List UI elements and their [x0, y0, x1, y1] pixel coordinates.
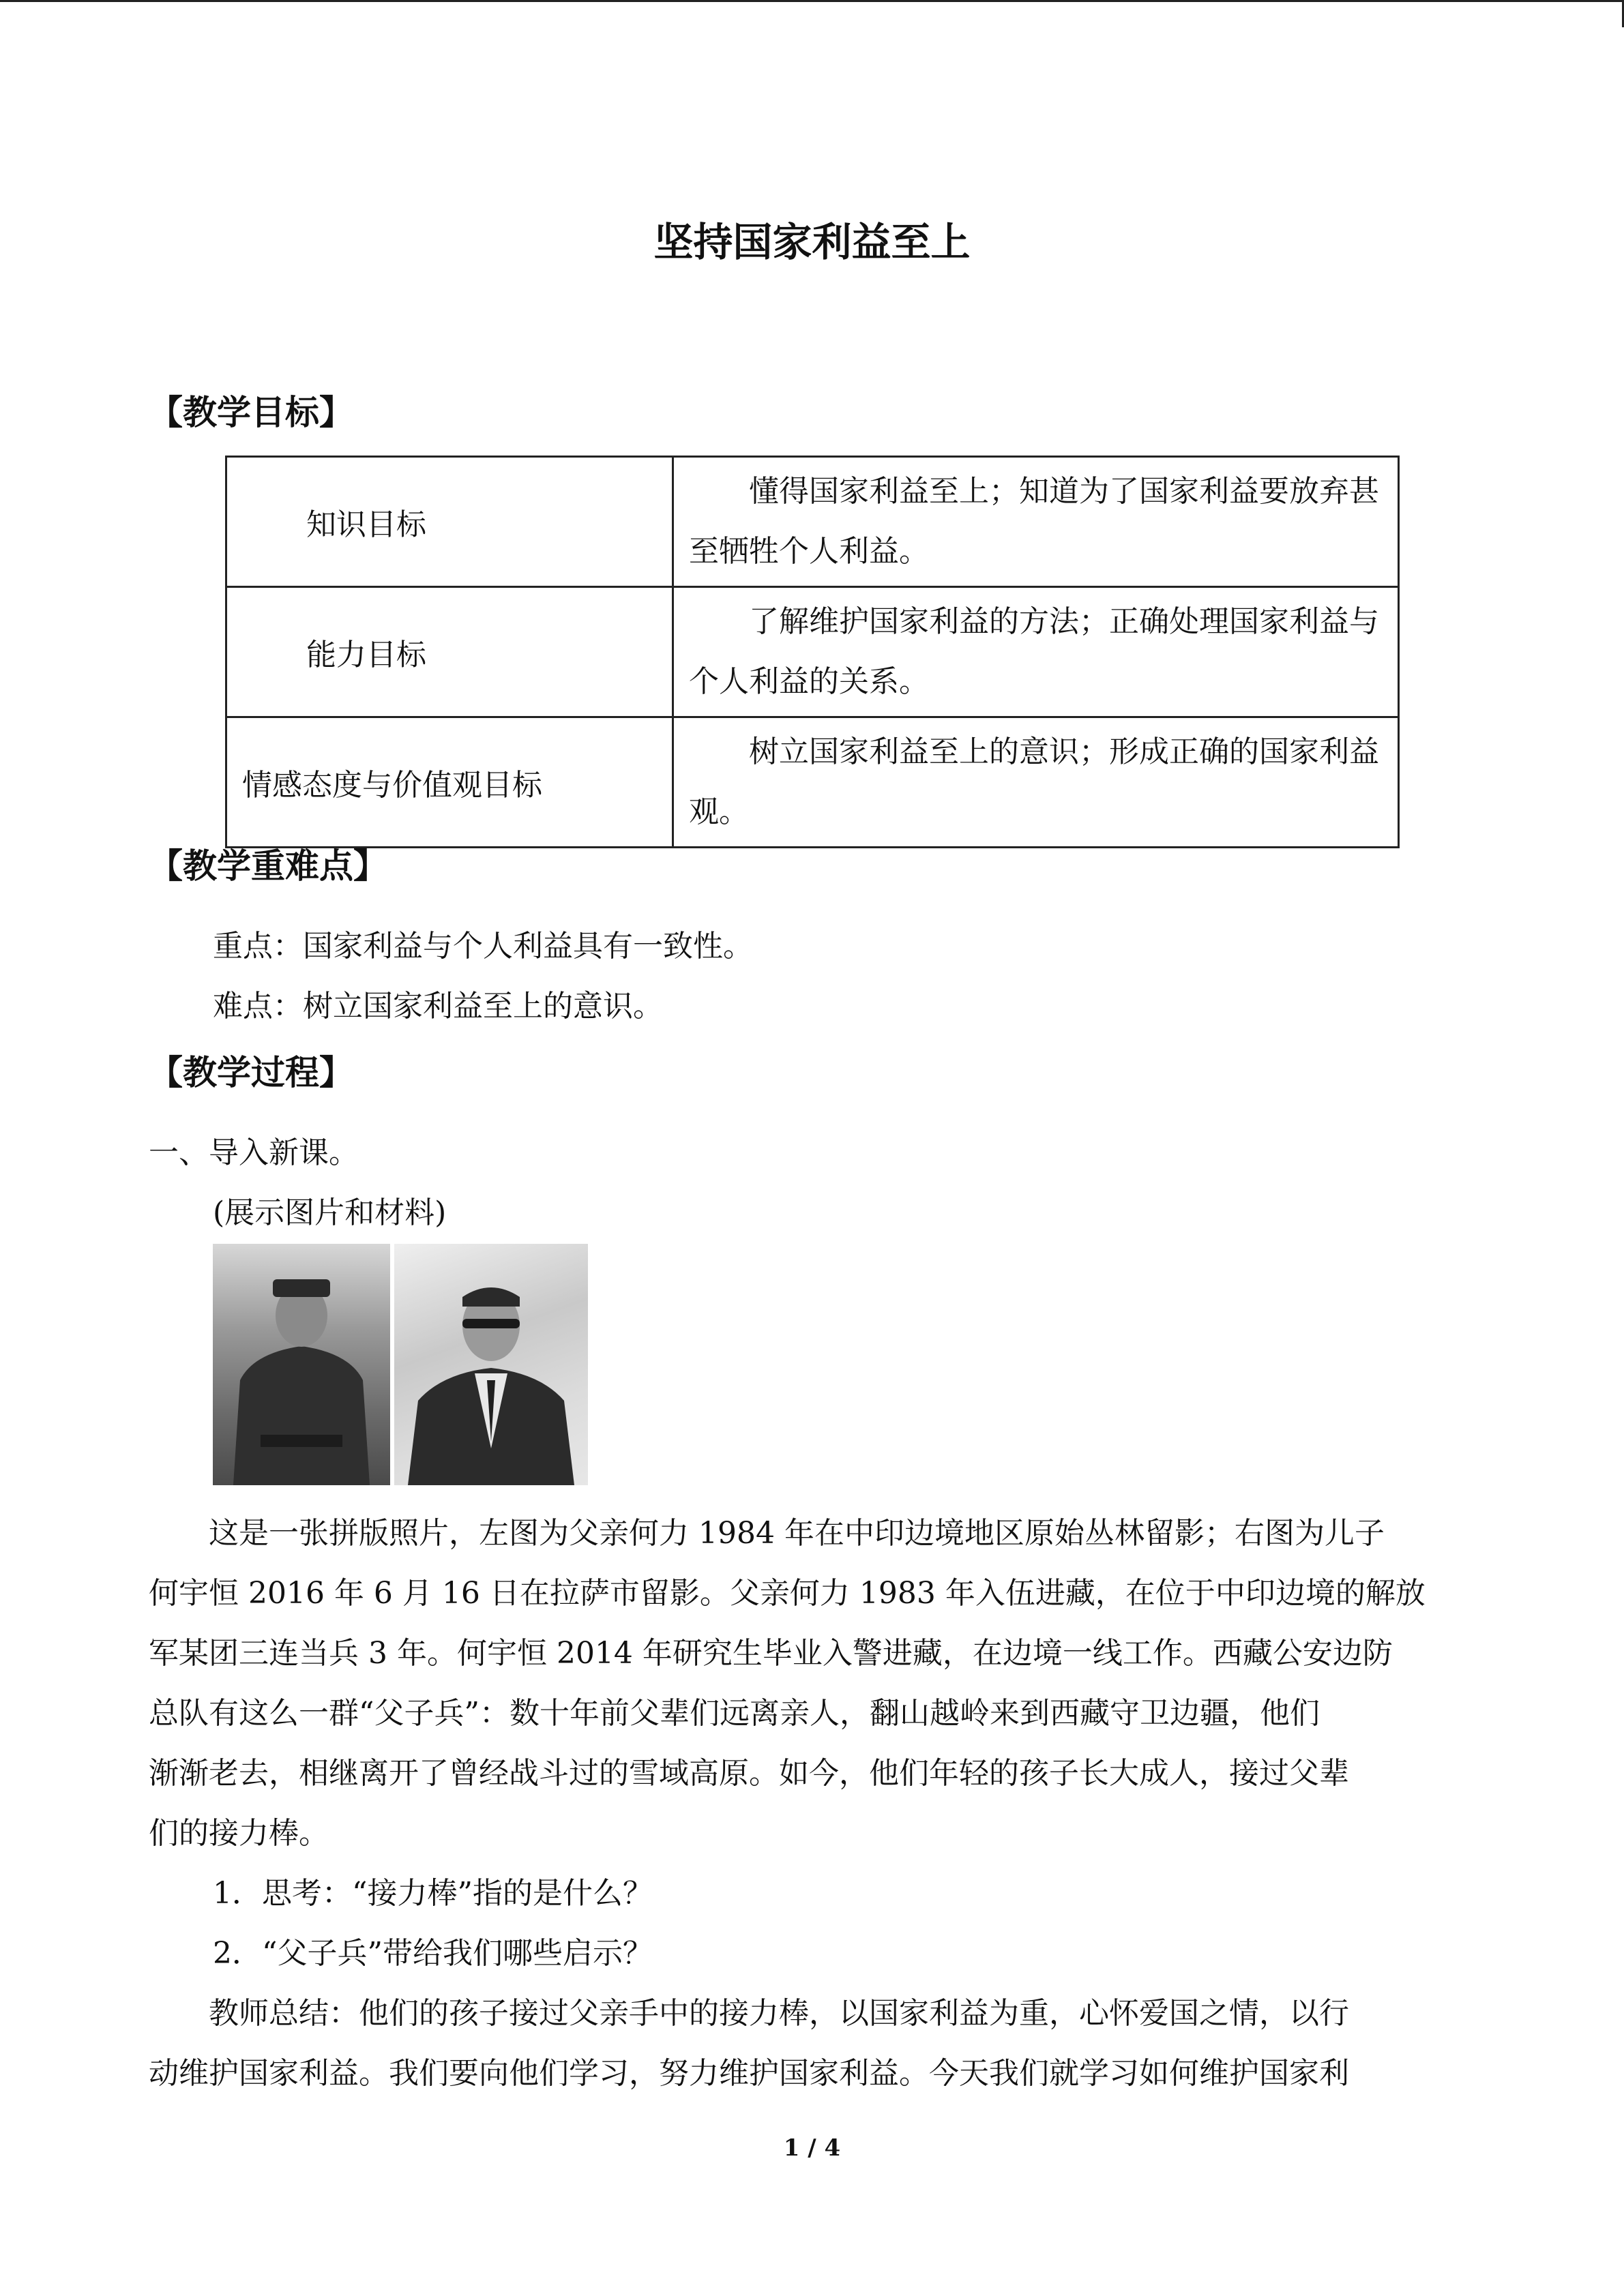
question-1: 1．思考：“接力棒”指的是什么？	[213, 1876, 653, 1911]
objective-desc: 树立国家利益至上的意识；形成正确的国家利益观。	[673, 717, 1399, 848]
objective-label: 知识目标	[226, 457, 673, 587]
teacher-summary	[149, 1984, 1472, 2104]
father-photo	[213, 1244, 390, 1485]
page-number: 1 / 4	[783, 2134, 841, 2162]
objective-label: 情感态度与价值观目标	[226, 717, 673, 848]
table-row	[226, 717, 1399, 848]
son-photo	[394, 1244, 588, 1485]
step-heading: 一、导入新课。	[149, 1135, 359, 1170]
section-key-points: 【教学重难点】	[149, 846, 387, 886]
paragraph-line: 何宇恒 2016 年 6 月 16 日在拉萨市留影。父亲何力 1983 年入伍进藏，在位于中印边境的解放	[149, 1576, 1426, 1611]
paragraph-line: 这是一张拼版照片，左图为父亲何力 1984 年在中印边境地区原始丛林留影；右图为儿子	[149, 1516, 1385, 1551]
objective-desc: 懂得国家利益至上；知道为了国家利益要放弃甚至牺牲个人利益。	[673, 457, 1399, 587]
page-title: 坚持国家利益至上	[653, 219, 971, 265]
paragraph-line: 总队有这么一群“父子兵”：数十年前父辈们远离亲人，翻山越岭来到西藏守卫边疆，他们	[149, 1696, 1320, 1731]
difficult-point: 难点：树立国家利益至上的意识。	[213, 989, 663, 1024]
paragraph-line: 们的接力棒。	[149, 1816, 329, 1851]
show-note: (展示图片和材料)	[213, 1195, 447, 1230]
objective-desc: 了解维护国家利益的方法；正确处理国家利益与个人利益的关系。	[673, 587, 1399, 717]
top-border	[0, 0, 1624, 2]
paragraph-line: 渐渐老去，相继离开了曾经战斗过的雪域高原。如今，他们年轻的孩子长大成人，接过父辈	[149, 1756, 1349, 1791]
officer-figure-icon	[394, 1244, 588, 1485]
objective-label: 能力目标	[226, 587, 673, 717]
soldier-figure-icon	[213, 1244, 390, 1485]
table-row	[226, 587, 1399, 717]
section-objectives: 【教学目标】	[149, 393, 353, 432]
paragraph-line: 军某团三连当兵 3 年。何宇恒 2014 年研究生毕业入警进藏，在边境一线工作。西藏公安边防	[149, 1636, 1393, 1671]
paragraph-line: 教师总结：他们的孩子接过父亲手中的接力棒，以国家利益为重，心怀爱国之情，以行	[149, 1996, 1349, 2031]
objectives-table	[225, 456, 1400, 848]
question-2: 2．“父子兵”带给我们哪些启示？	[213, 1936, 653, 1971]
table-row	[226, 457, 1399, 587]
paragraph-line: 动维护国家利益。我们要向他们学习，努力维护国家利益。今天我们就学习如何维护国家利	[149, 2056, 1349, 2091]
key-point: 重点：国家利益与个人利益具有一致性。	[213, 929, 753, 964]
composite-photo	[213, 1244, 588, 1485]
section-process: 【教学过程】	[149, 1053, 353, 1092]
intro-paragraph	[149, 1504, 1472, 1864]
